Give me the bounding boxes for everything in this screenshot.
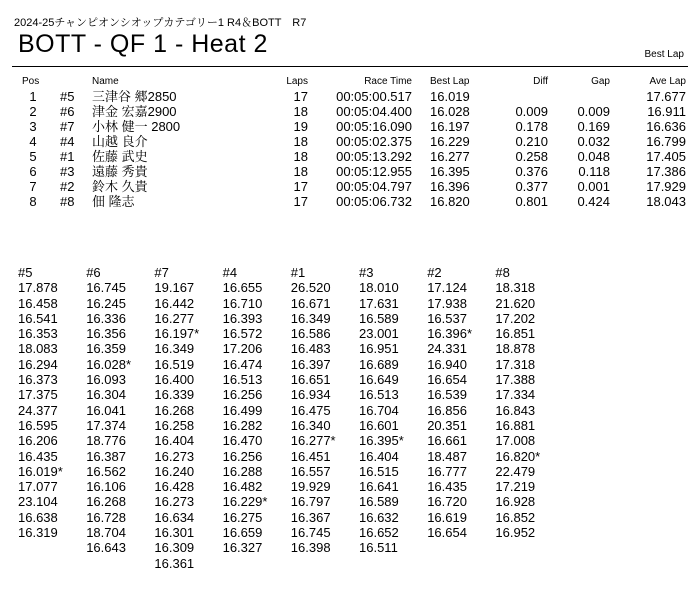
cell-laps: 19	[293, 119, 308, 134]
cell-ave-lap: 17.405	[646, 149, 686, 164]
col-header-ave-lap: Ave Lap	[649, 76, 686, 87]
cell-best-lap: 16.229	[430, 134, 470, 149]
lap-time: 16.511	[359, 540, 398, 556]
cell-ave-lap: 16.636	[646, 119, 686, 134]
lap-column-kart-number: #7	[154, 265, 169, 280]
cell-gap: 0.118	[578, 164, 610, 179]
cell-diff: 0.377	[515, 179, 548, 194]
col-header-diff: Diff	[533, 76, 548, 87]
lap-time: 16.245	[86, 295, 126, 311]
cell-laps: 18	[293, 149, 308, 164]
lap-time: 16.288	[222, 463, 263, 479]
lap-time: 16.856	[427, 402, 467, 418]
lap-time: 16.268	[154, 402, 195, 418]
lap-time: 16.273	[154, 494, 195, 510]
cell-driver-name: 鈴木 久貴	[92, 179, 148, 194]
cell-position: 6	[29, 164, 37, 179]
cell-best-lap: 16.820	[430, 194, 470, 209]
lap-time: 16.356	[86, 326, 126, 342]
lap-column	[359, 265, 404, 556]
lap-time: 17.318	[495, 356, 536, 372]
lap-time: 16.710	[222, 295, 263, 311]
lap-column	[86, 265, 131, 556]
lap-time: 18.704	[86, 525, 126, 541]
cell-kart-number: #5	[60, 89, 75, 104]
lap-time: 16.327	[222, 540, 263, 556]
lap-column	[495, 265, 540, 540]
lap-time: 16.541	[18, 310, 58, 326]
cell-gap: 0.001	[577, 179, 610, 194]
lap-time: 18.487	[427, 448, 467, 464]
lap-time: 16.319	[18, 525, 58, 541]
cell-best-lap: 16.277	[430, 149, 470, 164]
event-subtitle: 2024-25チャンピオンシオップカテゴリー1 R4＆BOTT R7	[14, 17, 307, 29]
lap-time: 16.940	[427, 356, 467, 372]
lap-time: 16.519	[154, 356, 195, 372]
lap-column	[427, 265, 472, 540]
lap-time: 16.652	[359, 525, 399, 541]
cell-kart-number: #6	[60, 104, 75, 119]
page-title: BOTT - QF 1 - Heat 2	[18, 30, 268, 58]
cell-best-lap: 16.028	[430, 104, 470, 119]
lap-time: 16.275	[222, 509, 263, 525]
lap-time: 16.586	[290, 326, 331, 342]
lap-time: 16.294	[18, 356, 58, 372]
lap-time: 16.019*	[18, 463, 63, 479]
lap-time: 24.331	[427, 341, 467, 357]
cell-diff: 0.801	[515, 194, 548, 209]
lap-time: 19.167	[154, 280, 195, 296]
lap-time: 16.359	[86, 341, 126, 357]
lap-time: 20.351	[427, 417, 467, 433]
lap-time: 23.001	[359, 326, 399, 342]
lap-time: 17.219	[495, 479, 536, 495]
results-table	[0, 76, 700, 209]
lap-time: 16.562	[86, 463, 126, 479]
cell-driver-name: 佐藤 武史	[92, 149, 148, 164]
lap-time: 16.404	[154, 433, 195, 449]
lap-time: 16.106	[86, 479, 126, 495]
lap-time: 16.557	[290, 463, 331, 479]
lap-time: 16.671	[290, 295, 331, 311]
result-row	[0, 164, 700, 179]
cell-gap: 0.009	[577, 104, 610, 119]
lap-time: 16.572	[222, 326, 263, 342]
cell-race-time: 00:05:13.292	[336, 149, 412, 164]
lap-time: 18.878	[495, 341, 536, 357]
cell-laps: 17	[293, 194, 308, 209]
lap-time: 16.339	[154, 387, 195, 403]
lap-time: 16.353	[18, 326, 58, 342]
cell-kart-number: #2	[60, 179, 75, 194]
cell-gap: 0.048	[577, 149, 610, 164]
lap-time: 17.631	[359, 295, 399, 311]
lap-time: 16.643	[86, 540, 126, 556]
cell-driver-name: 津金 宏嘉2900	[92, 104, 177, 119]
cell-race-time: 00:05:02.375	[336, 134, 412, 149]
lap-time: 17.375	[18, 387, 58, 403]
cell-race-time: 00:05:12.955	[336, 164, 412, 179]
lap-column	[18, 265, 63, 540]
cell-diff: 0.009	[515, 104, 548, 119]
lap-time: 16.393	[222, 310, 263, 326]
lap-time: 16.309	[154, 540, 195, 556]
cell-position: 7	[29, 179, 37, 194]
lap-time: 17.124	[427, 280, 467, 296]
cell-laps: 18	[293, 164, 308, 179]
lap-time: 16.654	[427, 372, 467, 388]
lap-time: 16.028*	[86, 356, 132, 372]
lap-time: 16.474	[222, 356, 263, 372]
lap-time: 16.515	[359, 463, 399, 479]
lap-time: 16.395*	[359, 433, 404, 449]
cell-driver-name: 小林 健一 2800	[92, 119, 181, 134]
cell-race-time: 00:05:16.090	[336, 119, 412, 134]
lap-time: 16.458	[18, 295, 58, 311]
lap-time: 16.634	[154, 509, 195, 525]
lap-time: 16.397	[290, 356, 331, 372]
lap-time: 18.318	[495, 280, 536, 296]
cell-position: 3	[29, 119, 37, 134]
cell-driver-name: 遠藤 秀貴	[92, 164, 148, 179]
lap-time: 17.938	[427, 295, 467, 311]
lap-time: 16.539	[427, 387, 467, 403]
lap-time: 16.475	[290, 402, 331, 418]
lap-time: 16.852	[495, 509, 536, 525]
lap-time: 16.483	[290, 341, 331, 357]
cell-ave-lap: 17.677	[646, 89, 686, 104]
lap-time: 16.273	[154, 448, 195, 464]
cell-kart-number: #8	[60, 194, 75, 209]
cell-position: 5	[29, 149, 37, 164]
lap-time: 16.256	[222, 448, 263, 464]
lap-time: 21.620	[495, 295, 536, 311]
results-header-row	[0, 76, 700, 88]
lap-time: 16.659	[222, 525, 263, 541]
lap-column-kart-number: #8	[495, 265, 510, 280]
col-header-pos: Pos	[22, 76, 40, 87]
lap-time: 16.349	[290, 310, 331, 326]
lap-time: 16.373	[18, 372, 58, 388]
cell-gap: 0.424	[577, 194, 610, 209]
cell-kart-number: #4	[60, 134, 75, 149]
cell-position: 2	[29, 104, 37, 119]
lap-time: 16.881	[495, 417, 536, 433]
cell-ave-lap: 16.799	[646, 134, 686, 149]
lap-time: 24.377	[18, 402, 58, 418]
lap-time: 16.661	[427, 433, 467, 449]
cell-diff: 0.210	[515, 134, 548, 149]
cell-ave-lap: 18.043	[646, 194, 686, 209]
cell-ave-lap: 17.929	[646, 179, 686, 194]
lap-time: 16.428	[154, 479, 195, 495]
lap-time: 16.367	[290, 509, 331, 525]
result-row	[0, 89, 700, 104]
lap-time: 16.797	[290, 494, 331, 510]
cell-race-time: 00:05:04.797	[336, 179, 412, 194]
lap-time: 16.704	[359, 402, 399, 418]
lap-time: 16.301	[154, 525, 195, 541]
cell-best-lap: 16.395	[430, 164, 470, 179]
cell-gap: 0.169	[577, 119, 610, 134]
result-row	[0, 104, 700, 119]
lap-time: 16.282	[222, 417, 263, 433]
lap-time: 16.396*	[427, 326, 473, 342]
lap-time: 17.374	[86, 417, 126, 433]
lap-time: 16.442	[154, 295, 195, 311]
lap-time: 16.728	[86, 509, 126, 525]
lap-time: 16.268	[86, 494, 126, 510]
lap-time: 16.093	[86, 372, 126, 388]
lap-time: 16.435	[427, 479, 467, 495]
lap-time: 16.256	[222, 387, 263, 403]
cell-race-time: 00:05:06.732	[336, 194, 412, 209]
lap-time: 16.387	[86, 448, 126, 464]
lap-time: 16.277*	[290, 433, 336, 449]
lap-time: 16.934	[290, 387, 331, 403]
lap-time: 16.689	[359, 356, 399, 372]
cell-gap: 0.032	[577, 134, 610, 149]
lap-time: 16.537	[427, 310, 467, 326]
lap-time: 16.336	[86, 310, 126, 326]
lap-time: 16.655	[222, 280, 263, 296]
cell-best-lap: 16.019	[430, 89, 470, 104]
cell-driver-name: 佃 隆志	[92, 194, 135, 209]
cell-driver-name: 山越 良介	[92, 134, 148, 149]
lap-time: 16.595	[18, 417, 58, 433]
lap-time: 16.851	[495, 326, 536, 342]
lap-column-kart-number: #5	[18, 265, 33, 280]
lap-time: 16.349	[154, 341, 195, 357]
lap-time: 16.589	[359, 310, 399, 326]
result-row	[0, 134, 700, 149]
col-header-gap: Gap	[591, 76, 610, 87]
cell-diff: 0.258	[515, 149, 548, 164]
lap-time: 16.843	[495, 402, 536, 418]
lap-time: 16.745	[290, 525, 331, 541]
cell-position: 4	[29, 134, 37, 149]
lap-column	[154, 265, 199, 571]
lap-time: 16.340	[290, 417, 331, 433]
lap-time: 16.820*	[495, 448, 541, 464]
lap-time: 16.277	[154, 310, 195, 326]
lap-time: 16.470	[222, 433, 263, 449]
lap-time: 16.619	[427, 509, 467, 525]
cell-driver-name: 三津谷 郷2850	[92, 89, 177, 104]
lap-time: 18.010	[359, 280, 399, 296]
lap-time: 17.202	[495, 310, 536, 326]
result-row	[0, 119, 700, 134]
cell-race-time: 00:05:04.400	[336, 104, 412, 119]
lap-time: 17.878	[18, 280, 58, 296]
lap-time: 26.520	[290, 280, 331, 296]
cell-kart-number: #7	[60, 119, 75, 134]
lap-time: 16.651	[290, 372, 331, 388]
lap-time: 16.745	[86, 280, 126, 296]
lap-time: 16.638	[18, 509, 58, 525]
lap-time: 16.258	[154, 417, 195, 433]
lap-time: 16.777	[427, 463, 467, 479]
result-row	[0, 179, 700, 194]
lap-time: 19.929	[290, 479, 331, 495]
lap-time: 16.589	[359, 494, 399, 510]
lap-time: 22.479	[495, 463, 536, 479]
lap-time: 16.499	[222, 402, 263, 418]
lap-time: 17.206	[222, 341, 263, 357]
cell-kart-number: #3	[60, 164, 75, 179]
lap-time: 16.928	[495, 494, 536, 510]
lap-time: 16.641	[359, 479, 399, 495]
lap-column-kart-number: #4	[222, 265, 238, 280]
lap-time: 17.077	[18, 479, 58, 495]
lap-time: 17.334	[495, 387, 536, 403]
lap-column-kart-number: #2	[427, 265, 442, 280]
lap-column	[291, 265, 336, 556]
lap-time: 23.104	[18, 494, 58, 510]
lap-time: 16.304	[86, 387, 126, 403]
cell-best-lap: 16.197	[430, 119, 470, 134]
lap-time: 16.041	[86, 402, 126, 418]
cell-diff: 0.376	[515, 164, 548, 179]
lap-time: 18.083	[18, 341, 58, 357]
lap-time: 16.240	[154, 463, 195, 479]
lap-time: 16.398	[290, 540, 331, 556]
lap-time: 16.951	[359, 341, 399, 357]
lap-time: 16.632	[359, 509, 399, 525]
lap-time: 16.451	[290, 448, 331, 464]
cell-laps: 17	[293, 179, 308, 194]
lap-time: 16.404	[359, 448, 399, 464]
col-header-race-time: Race Time	[364, 76, 412, 87]
lap-time: 17.388	[495, 372, 536, 388]
lap-time: 16.482	[222, 479, 263, 495]
result-row	[0, 194, 700, 209]
lap-column-kart-number: #6	[86, 265, 101, 280]
cell-diff: 0.178	[515, 119, 548, 134]
cell-position: 8	[29, 194, 37, 209]
lap-column-kart-number: #3	[359, 265, 374, 280]
cell-race-time: 00:05:00.517	[336, 89, 412, 104]
cell-ave-lap: 17.386	[646, 164, 686, 179]
lap-time: 16.229*	[222, 494, 268, 510]
lap-time: 16.513	[359, 387, 399, 403]
lap-time: 16.720	[427, 494, 467, 510]
result-row	[0, 149, 700, 164]
lap-time: 16.952	[495, 525, 536, 541]
col-header-best-lap: Best Lap	[430, 76, 470, 87]
cell-kart-number: #1	[60, 149, 75, 164]
lap-column	[223, 265, 268, 556]
lap-time: 17.008	[495, 433, 536, 449]
lap-column-kart-number: #1	[290, 265, 306, 280]
title-divider	[12, 66, 688, 67]
col-header-laps: Laps	[286, 76, 308, 87]
cell-position: 1	[29, 89, 37, 104]
lap-time: 16.197*	[154, 326, 200, 342]
lap-time: 18.776	[86, 433, 126, 449]
cell-laps: 17	[293, 89, 308, 104]
cell-ave-lap: 16.911	[647, 104, 686, 119]
lap-time: 16.649	[359, 372, 399, 388]
lap-time: 16.206	[18, 433, 58, 449]
lap-time: 16.654	[427, 525, 467, 541]
cell-laps: 18	[293, 134, 308, 149]
col-header-name: Name	[92, 76, 119, 87]
lap-time: 16.361	[154, 555, 195, 571]
sort-label: Best Lap	[644, 49, 684, 60]
cell-laps: 18	[293, 104, 308, 119]
lap-time: 16.400	[154, 372, 195, 388]
lap-time: 16.435	[18, 448, 58, 464]
cell-best-lap: 16.396	[430, 179, 470, 194]
lap-time: 16.513	[222, 372, 263, 388]
lap-time: 16.601	[359, 417, 399, 433]
